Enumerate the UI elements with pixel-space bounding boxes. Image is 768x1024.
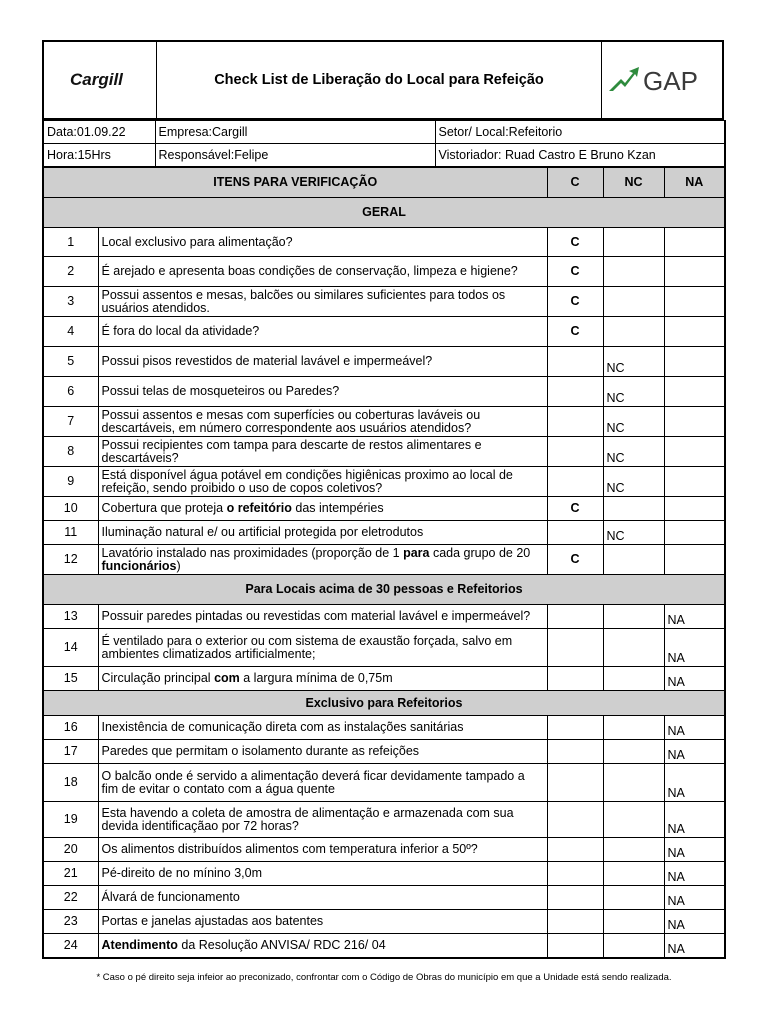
checklist-header-row xyxy=(43,168,725,198)
item-nc-value xyxy=(603,605,664,629)
section-row-geral xyxy=(43,198,725,228)
item-number: 24 xyxy=(43,934,98,958)
item-c-value xyxy=(547,740,603,764)
form-title: Check List de Liberação do Local para Refeição xyxy=(157,42,602,118)
section-title-exclusivo: Exclusivo para Refeitorios xyxy=(43,691,725,716)
item-na-value xyxy=(664,287,725,317)
col-header-na: NA xyxy=(664,168,725,198)
item-na-value xyxy=(664,437,725,467)
info-table xyxy=(42,120,726,167)
item-number: 12 xyxy=(43,545,98,575)
item-c-value: C xyxy=(547,317,603,347)
footnote: * Caso o pé direito seja infeior ao preconizado, confrontar com o Código de Obras do município em que a Unidade está sendo realizada. xyxy=(96,972,672,983)
item-nc-value: NC xyxy=(603,347,664,377)
item-na-value: NA xyxy=(664,667,725,691)
gap-logo xyxy=(602,42,722,118)
item-number: 22 xyxy=(43,886,98,910)
item-text: O balcão onde é servido a alimentação deverá ficar devidamente tampado a fim de evitar o contato com a água quente xyxy=(98,764,547,802)
time-field: Hora:15Hrs xyxy=(43,144,155,167)
table-row xyxy=(43,862,725,886)
table-row xyxy=(43,910,725,934)
item-nc-value xyxy=(603,545,664,575)
item-na-value xyxy=(664,317,725,347)
item-nc-value: NC xyxy=(603,407,664,437)
item-na-value: NA xyxy=(664,838,725,862)
item-na-value xyxy=(664,228,725,257)
cargill-logo-text: Cargill xyxy=(70,70,123,89)
table-row xyxy=(43,467,725,497)
gap-arrow-icon xyxy=(609,67,639,91)
item-na-value xyxy=(664,257,725,287)
table-row xyxy=(43,838,725,862)
table-row xyxy=(43,377,725,407)
table-row xyxy=(43,934,725,958)
item-text-bold: Atendimento xyxy=(101,937,178,952)
item-na-value xyxy=(664,497,725,521)
item-c-value: C xyxy=(547,497,603,521)
item-nc-value xyxy=(603,764,664,802)
item-text: Paredes que permitam o isolamento durante as refeições xyxy=(98,740,547,764)
item-na-value xyxy=(664,377,725,407)
item-text: Esta havendo a coleta de amostra de alimentação e armazenada com sua devida identificaçãao por 72 horas? xyxy=(98,802,547,838)
item-c-value xyxy=(547,407,603,437)
item-nc-value: NC xyxy=(603,437,664,467)
item-number: 20 xyxy=(43,838,98,862)
item-c-value xyxy=(547,437,603,467)
item-nc-value xyxy=(603,317,664,347)
item-nc-value xyxy=(603,838,664,862)
col-header-nc: NC xyxy=(603,168,664,198)
item-nc-value xyxy=(603,934,664,958)
item-text xyxy=(98,667,547,691)
item-na-value: NA xyxy=(664,802,725,838)
item-text: Pé-direito de no mínino 3,0m xyxy=(98,862,547,886)
item-c-value: C xyxy=(547,287,603,317)
item-c-value xyxy=(547,910,603,934)
item-number: 13 xyxy=(43,605,98,629)
item-na-value xyxy=(664,521,725,545)
item-nc-value xyxy=(603,257,664,287)
item-c-value xyxy=(547,886,603,910)
table-row xyxy=(43,629,725,667)
item-na-value: NA xyxy=(664,740,725,764)
item-nc-value xyxy=(603,629,664,667)
table-row xyxy=(43,802,725,838)
table-row xyxy=(43,716,725,740)
table-row xyxy=(43,667,725,691)
item-text: Portas e janelas ajustadas aos batentes xyxy=(98,910,547,934)
item-number: 9 xyxy=(43,467,98,497)
section-row-exclusivo xyxy=(43,691,725,716)
item-nc-value xyxy=(603,740,664,764)
item-number: 19 xyxy=(43,802,98,838)
item-nc-value xyxy=(603,862,664,886)
table-row xyxy=(43,521,725,545)
item-number: 10 xyxy=(43,497,98,521)
item-na-value: NA xyxy=(664,764,725,802)
item-nc-value xyxy=(603,228,664,257)
item-nc-value: NC xyxy=(603,377,664,407)
item-number: 5 xyxy=(43,347,98,377)
item-number: 2 xyxy=(43,257,98,287)
item-c-value xyxy=(547,629,603,667)
table-row xyxy=(43,437,725,467)
item-nc-value xyxy=(603,667,664,691)
table-row xyxy=(43,228,725,257)
item-text-part: cada grupo de 20 xyxy=(429,545,531,560)
item-text-part: Lavatório instalado nas proximidades (proporção de 1 xyxy=(101,545,404,560)
item-na-value: NA xyxy=(664,862,725,886)
inspector-field: Vistoriador: Ruad Castro E Bruno Kzan xyxy=(435,144,725,167)
item-text-part: Circulação principal xyxy=(101,671,215,685)
item-text: Possui assentos e mesas com superfícies ou coberturas laváveis ou descartáveis, em número correspondente aos usuários atendidos? xyxy=(98,407,547,437)
item-na-value: NA xyxy=(664,716,725,740)
item-number: 18 xyxy=(43,764,98,802)
item-c-value xyxy=(547,802,603,838)
item-text-bold: com xyxy=(214,671,240,685)
table-row xyxy=(43,545,725,575)
item-c-value xyxy=(547,605,603,629)
item-nc-value xyxy=(603,886,664,910)
item-text-part: ) xyxy=(176,558,181,573)
item-text: Possui telas de mosqueteiros ou Paredes? xyxy=(98,377,547,407)
table-row xyxy=(43,764,725,802)
item-number: 16 xyxy=(43,716,98,740)
item-text-bold: funcionários xyxy=(101,558,177,573)
item-c-value xyxy=(547,716,603,740)
item-c-value xyxy=(547,862,603,886)
item-number: 11 xyxy=(43,521,98,545)
item-nc-value xyxy=(603,910,664,934)
item-c-value xyxy=(547,521,603,545)
item-na-value: NA xyxy=(664,934,725,958)
item-text: Está disponível água potável em condições higiênicas proximo ao local de refeição, sendo proibido o uso de copos coletivos? xyxy=(98,467,547,497)
item-number: 21 xyxy=(43,862,98,886)
form-header xyxy=(42,40,724,120)
section-title-geral: GERAL xyxy=(43,198,725,228)
item-nc-value: NC xyxy=(603,467,664,497)
item-text xyxy=(98,545,547,575)
item-number: 7 xyxy=(43,407,98,437)
section-row-acima30 xyxy=(43,575,725,605)
item-c-value: C xyxy=(547,545,603,575)
item-text: Álvará de funcionamento xyxy=(98,886,547,910)
table-row xyxy=(43,257,725,287)
item-c-value xyxy=(547,467,603,497)
item-nc-value xyxy=(603,287,664,317)
col-header-c: C xyxy=(547,168,603,198)
item-text xyxy=(98,934,547,958)
table-row xyxy=(43,497,725,521)
item-text: Possuir paredes pintadas ou revestidas com material lavável e impermeável? xyxy=(98,605,547,629)
item-number: 1 xyxy=(43,228,98,257)
item-nc-value xyxy=(603,802,664,838)
item-number: 15 xyxy=(43,667,98,691)
item-number: 14 xyxy=(43,629,98,667)
table-row xyxy=(43,317,725,347)
item-na-value: NA xyxy=(664,910,725,934)
item-na-value: NA xyxy=(664,605,725,629)
gap-logo-text: GAP xyxy=(643,66,698,96)
item-nc-value xyxy=(603,497,664,521)
table-row xyxy=(43,886,725,910)
item-text: Inexistência de comunicação direta com as instalações sanitárias xyxy=(98,716,547,740)
table-row xyxy=(43,407,725,437)
company-field: Empresa:Cargill xyxy=(155,121,435,144)
item-number: 6 xyxy=(43,377,98,407)
item-c-value: C xyxy=(547,257,603,287)
item-text-part: a largura mínima de 0,75m xyxy=(239,671,393,685)
sector-field: Setor/ Local:Refeitorio xyxy=(435,121,725,144)
item-text: É fora do local da atividade? xyxy=(98,317,547,347)
item-c-value xyxy=(547,667,603,691)
item-text: Possui recipientes com tampa para descarte de restos alimentares e descartáveis? xyxy=(98,437,547,467)
item-c-value xyxy=(547,838,603,862)
item-text-bold: para xyxy=(403,545,430,560)
col-header-itens: ITENS PARA VERIFICAÇÃO xyxy=(43,168,547,198)
item-text xyxy=(98,497,547,521)
table-row xyxy=(43,347,725,377)
item-c-value xyxy=(547,934,603,958)
checklist-table xyxy=(42,167,726,959)
item-na-value: NA xyxy=(664,629,725,667)
table-row xyxy=(43,605,725,629)
item-text: Possui pisos revestidos de material lavável e impermeável? xyxy=(98,347,547,377)
item-c-value xyxy=(547,347,603,377)
item-text: Os alimentos distribuídos alimentos com temperatura inferior a 50º? xyxy=(98,838,547,862)
item-nc-value: NC xyxy=(603,521,664,545)
item-text: É ventilado para o exterior ou com sistema de exaustão forçada, salvo em ambientes climatizados artificialmente; xyxy=(98,629,547,667)
item-number: 17 xyxy=(43,740,98,764)
item-nc-value xyxy=(603,716,664,740)
item-na-value xyxy=(664,545,725,575)
item-c-value xyxy=(547,764,603,802)
gap-logo-mark xyxy=(607,63,717,97)
item-text: Iluminação natural e/ ou artificial protegida por eletrodutos xyxy=(98,521,547,545)
item-text: Possui assentos e mesas, balcões ou similares suficientes para todos os usuários atendidos. xyxy=(98,287,547,317)
item-number: 8 xyxy=(43,437,98,467)
table-row xyxy=(43,740,725,764)
item-na-value xyxy=(664,347,725,377)
section-title-acima30: Para Locais acima de 30 pessoas e Refeitorios xyxy=(43,575,725,605)
cargill-logo-mark xyxy=(68,68,132,92)
item-number: 23 xyxy=(43,910,98,934)
item-number: 4 xyxy=(43,317,98,347)
item-c-value xyxy=(547,377,603,407)
item-text: Local exclusivo para alimentação? xyxy=(98,228,547,257)
item-na-value xyxy=(664,467,725,497)
item-na-value xyxy=(664,407,725,437)
item-c-value: C xyxy=(547,228,603,257)
item-text-bold: o refeitório xyxy=(226,501,292,515)
item-text-part: da Resolução ANVISA/ RDC 216/ 04 xyxy=(177,937,386,952)
responsible-field: Responsável:Felipe xyxy=(155,144,435,167)
table-row xyxy=(43,287,725,317)
item-number: 3 xyxy=(43,287,98,317)
item-text-part: Cobertura que proteja xyxy=(101,501,227,515)
cargill-logo xyxy=(44,42,157,118)
date-field: Data:01.09.22 xyxy=(43,121,155,144)
item-text: É arejado e apresenta boas condições de conservação, limpeza e higiene? xyxy=(98,257,547,287)
item-text-part: das intempéries xyxy=(291,501,384,515)
item-na-value: NA xyxy=(664,886,725,910)
